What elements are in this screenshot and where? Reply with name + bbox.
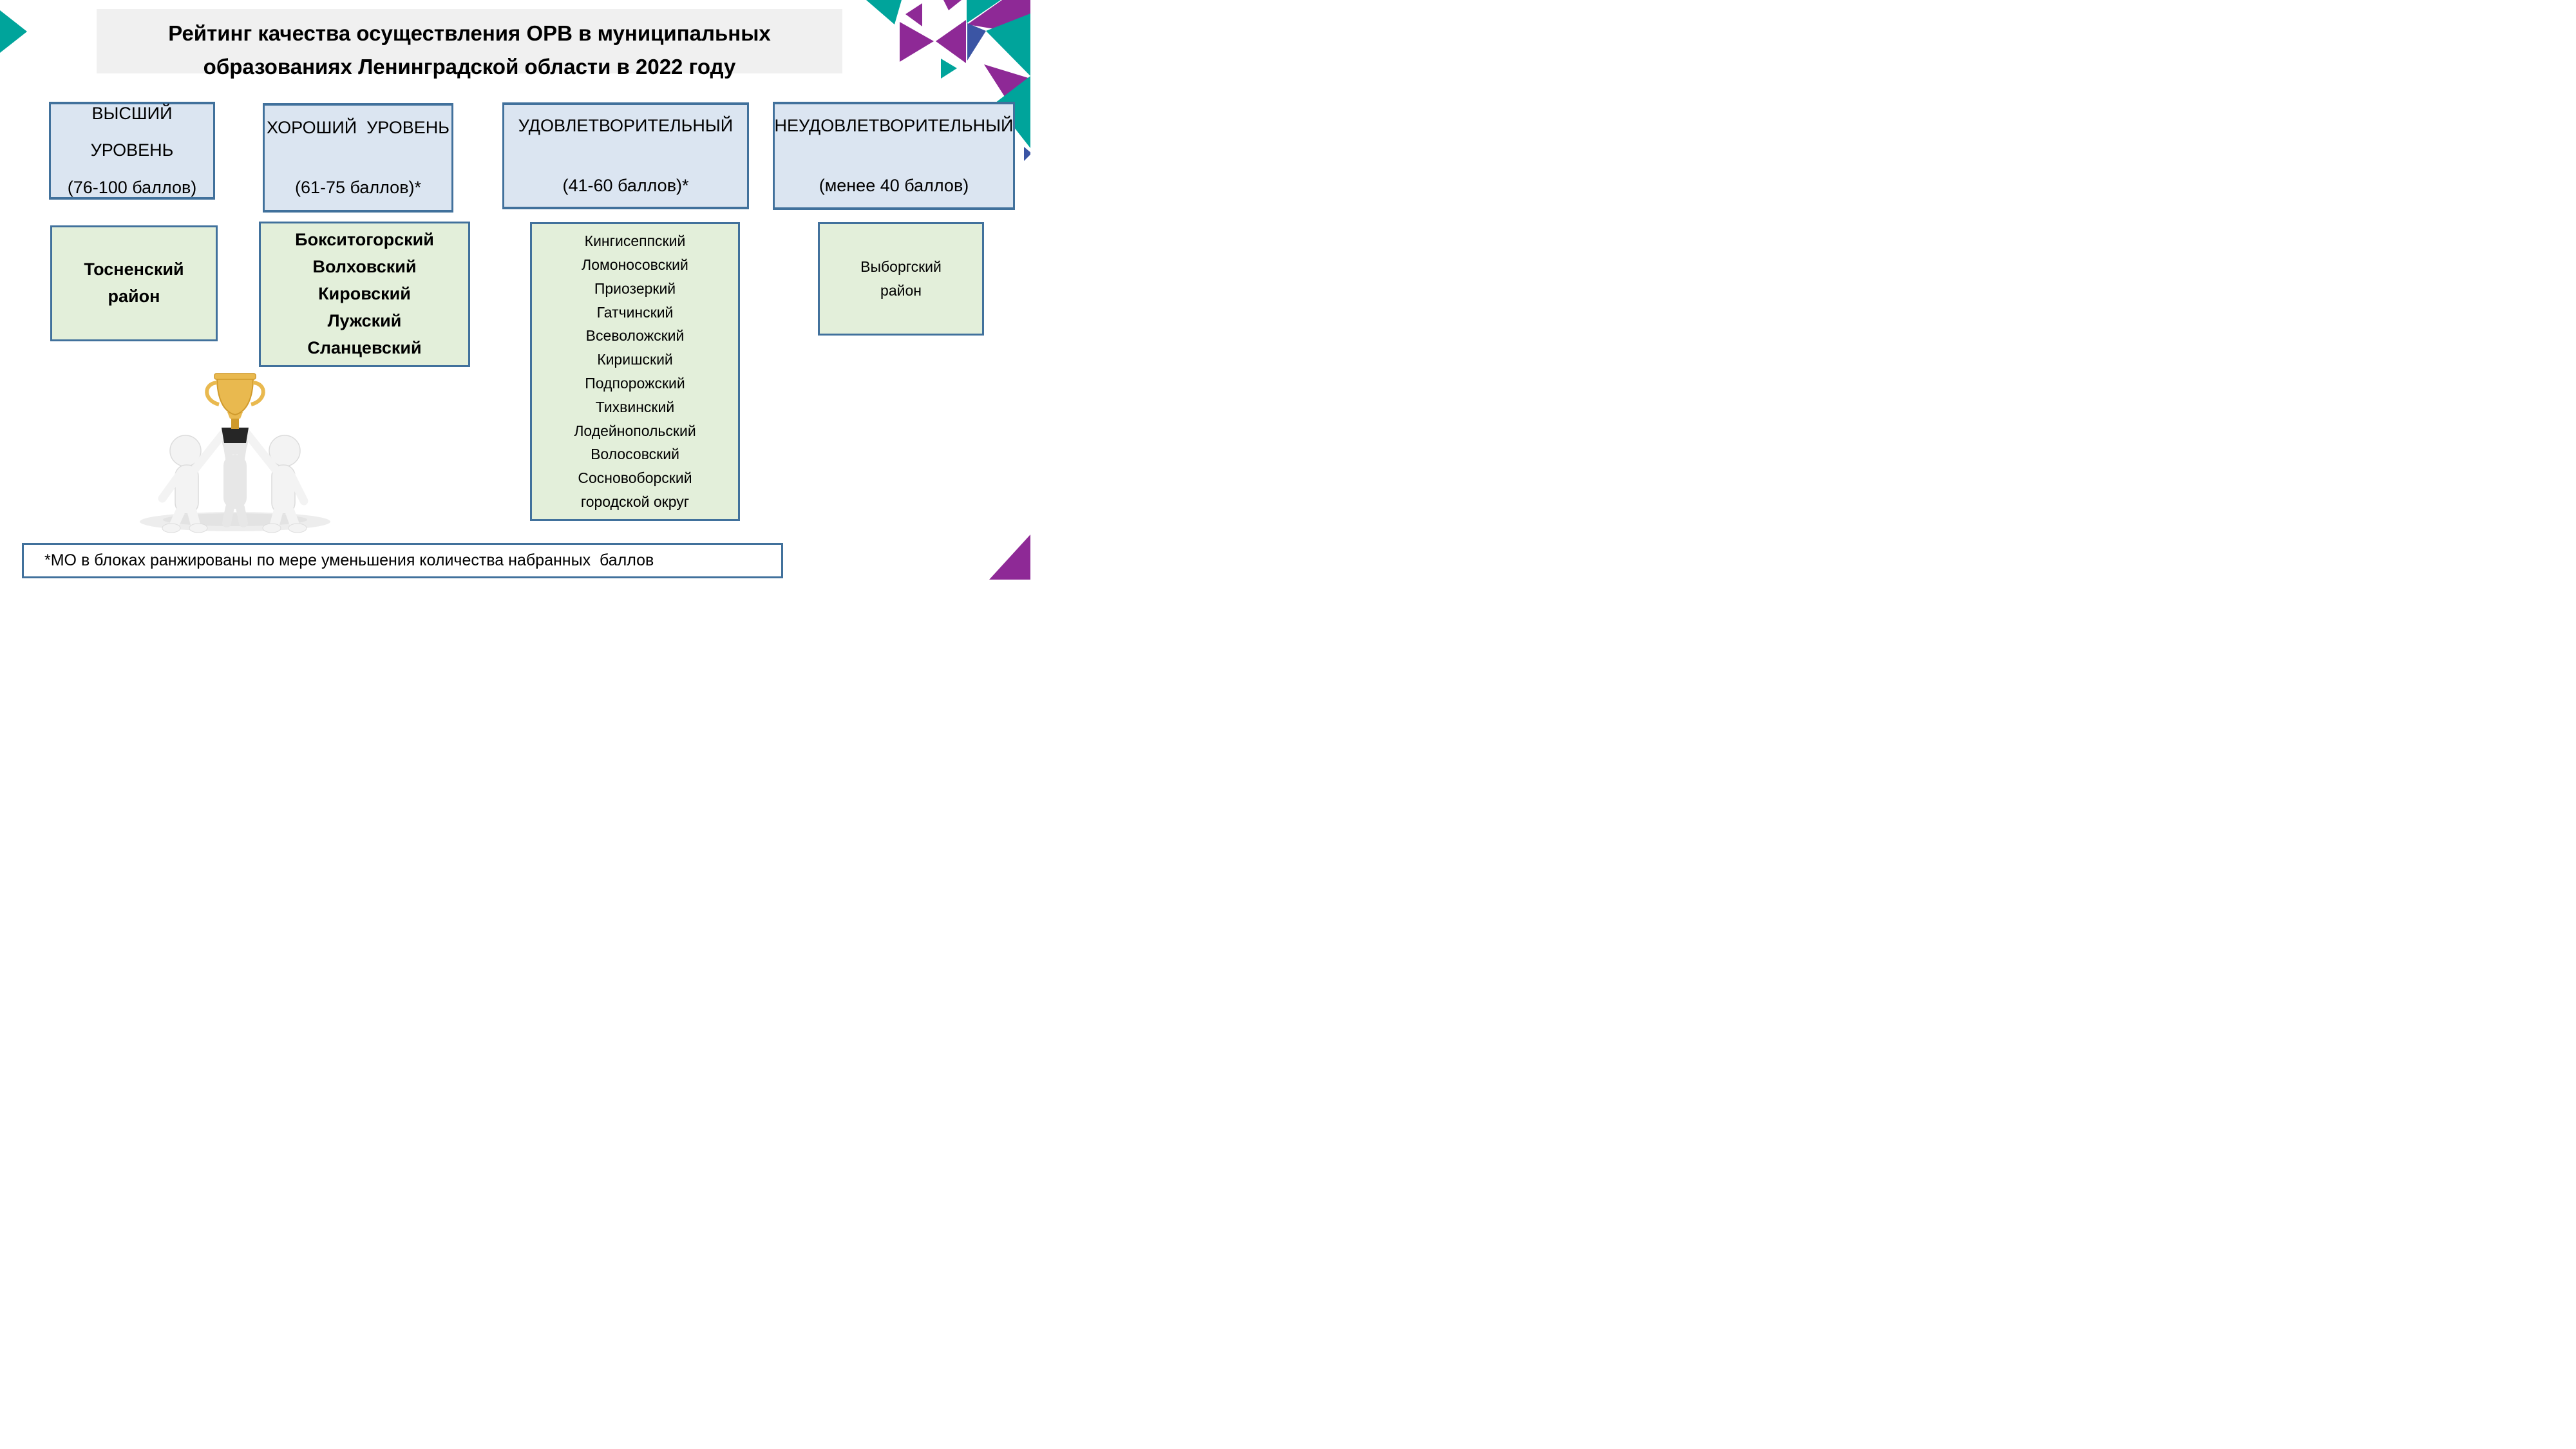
footnote-box	[22, 543, 783, 578]
header-line: (61-75 баллов)*	[294, 178, 422, 197]
left-edge-triangle-decoration	[0, 10, 28, 53]
municipality-item: Лодейнопольский	[574, 422, 696, 439]
municipality-item: Приозеркий	[594, 279, 676, 297]
municipality-item: Гатчинский	[596, 303, 674, 321]
category-header-satisfactory	[502, 102, 749, 209]
trophy-team-clipart	[129, 367, 341, 536]
header-line: НЕУДОВЛЕТВОРИТЕЛЬНЫЙ	[774, 115, 1014, 135]
municipality-item: Волосовский	[591, 446, 679, 463]
category-header-unsatisfactory-label	[775, 115, 1014, 197]
municipality-item: район	[880, 282, 922, 299]
header-line: УРОВЕНЬ	[90, 140, 174, 160]
municipality-item: Киришский	[597, 351, 673, 368]
header-line: (менее 40 баллов)	[819, 176, 969, 195]
header-line: ХОРОШИЙ УРОВЕНЬ	[267, 117, 450, 137]
slide-title	[97, 17, 842, 84]
category-header-good	[263, 103, 453, 213]
category-header-satisfactory-label	[518, 115, 733, 197]
municipality-item: Тихвинский	[595, 398, 675, 415]
category-header-highest-label	[68, 102, 197, 198]
municipality-item: район	[108, 287, 160, 306]
header-line: (76-100 баллов)	[67, 177, 197, 197]
municipality-item: Сланцевский	[307, 337, 422, 357]
municipality-list-highest	[84, 256, 184, 310]
header-line: (41-60 баллов)*	[562, 176, 689, 195]
municipality-item: Ломоносовский	[582, 256, 688, 274]
municipality-item: городской округ	[580, 493, 690, 510]
municipality-item: Кингисеппский	[584, 232, 686, 250]
slide-title-line1: Рейтинг качества осуществления ОРВ в муниципальных	[168, 21, 771, 45]
municipality-item: Волховский	[312, 257, 417, 277]
municipality-item: Выборгский	[860, 258, 942, 276]
slide-title-line2: образованиях Ленинградской области в 2022 году	[203, 55, 736, 79]
municipality-item: Бокситогорский	[295, 230, 434, 250]
trophy-team-icon	[140, 374, 330, 533]
municipality-box-unsatisfactory	[818, 222, 984, 336]
category-header-good-label	[267, 117, 450, 199]
category-header-highest	[49, 102, 215, 200]
municipality-item: Сосновоборский	[578, 469, 692, 487]
trophy-icon	[207, 374, 263, 443]
municipality-item: Лужский	[327, 310, 402, 330]
municipality-box-satisfactory	[530, 222, 740, 521]
footnote-text: *МО в блоках ранжированы по мере уменьшения количества набранных баллов	[44, 551, 654, 569]
header-line: ВЫСШИЙ	[91, 104, 173, 124]
purple-triangle-icon	[989, 535, 1030, 580]
municipality-list-good	[295, 227, 434, 361]
municipality-item: Тосненский	[84, 260, 184, 279]
municipality-list-unsatisfactory	[860, 255, 942, 303]
municipality-item: Кировский	[318, 284, 411, 304]
header-line: УДОВЛЕТВОРИТЕЛЬНЫЙ	[518, 115, 734, 135]
category-header-unsatisfactory	[773, 102, 1015, 210]
bottom-right-triangle-decoration	[989, 535, 1030, 580]
municipality-box-good	[259, 222, 470, 367]
municipality-list-satisfactory	[574, 229, 696, 514]
municipality-box-highest	[50, 225, 218, 341]
municipality-item: Подпорожский	[585, 375, 685, 392]
municipality-item: Всеволожский	[585, 327, 685, 345]
teal-triangle-icon	[0, 10, 27, 53]
